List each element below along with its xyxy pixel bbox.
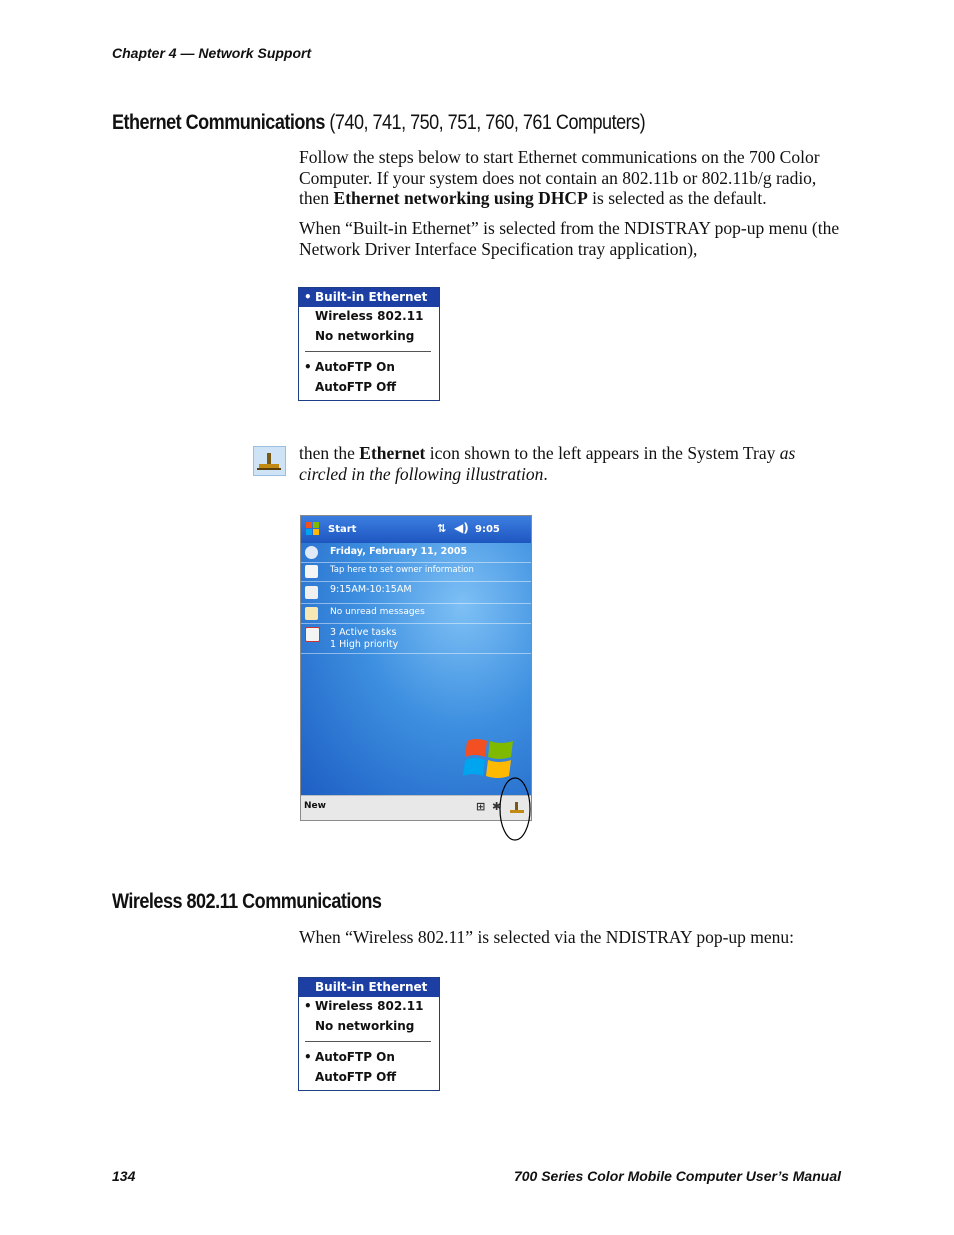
menu-item-no-networking[interactable] bbox=[299, 1017, 439, 1036]
today-row-tasks[interactable] bbox=[301, 623, 531, 654]
clock-icon bbox=[305, 546, 318, 559]
today-row-date[interactable] bbox=[301, 543, 531, 563]
connectivity-icon[interactable]: ⇅ bbox=[437, 522, 447, 535]
paragraph-builtin: When “Built-in Ethernet” is selected from the NDISTRAY pop-up menu (the Network Driver Interface Specification tray application), bbox=[299, 218, 840, 259]
text-run: icon shown to the left appears in the System Tray bbox=[425, 443, 780, 463]
row-text: Friday, February 11, 2005 bbox=[330, 546, 468, 557]
section-heading-ethernet bbox=[112, 111, 645, 135]
today-desktop bbox=[301, 543, 531, 795]
text-run: . bbox=[543, 463, 548, 484]
menu-item-label: Built-in Ethernet bbox=[315, 290, 428, 304]
ethernet-icon bbox=[253, 446, 286, 476]
ndistray-menu-ethernet bbox=[298, 287, 440, 401]
bold-text: Ethernet networking using DHCP bbox=[333, 188, 588, 208]
title-bar bbox=[301, 516, 531, 543]
windows-logo-icon bbox=[463, 735, 515, 781]
running-header: Chapter 4 — Network Support bbox=[112, 45, 312, 61]
menu-item-wireless[interactable] bbox=[299, 997, 439, 1016]
paragraph-wireless: When “Wireless 802.11” is selected via the NDISTRAY pop-up menu: bbox=[299, 927, 795, 947]
bold-text: Ethernet bbox=[359, 443, 426, 463]
menu-item-built-in-ethernet[interactable] bbox=[299, 978, 439, 997]
menu-item-label: AutoFTP On bbox=[315, 1050, 395, 1064]
today-row-owner[interactable] bbox=[301, 562, 531, 582]
menu-item-autoftp-on[interactable] bbox=[299, 358, 439, 377]
menu-item-built-in-ethernet[interactable] bbox=[299, 288, 439, 307]
italic-text: as circled in the following illustration bbox=[299, 443, 796, 484]
calendar-icon bbox=[305, 586, 318, 599]
bullet: • bbox=[304, 999, 312, 1013]
menu-item-autoftp-on[interactable] bbox=[299, 1048, 439, 1067]
paragraph-intro bbox=[299, 147, 847, 209]
row-text: Tap here to set owner information bbox=[330, 565, 474, 575]
bullet: • bbox=[304, 290, 312, 304]
speaker-icon[interactable]: ◀) bbox=[454, 521, 469, 535]
menu-item-autoftp-off[interactable] bbox=[299, 1068, 439, 1087]
menu-separator bbox=[305, 1041, 431, 1042]
menu-item-no-networking[interactable] bbox=[299, 327, 439, 346]
text-run: is selected as the default. bbox=[587, 188, 767, 208]
menu-item-label: AutoFTP Off bbox=[315, 380, 397, 394]
menu-separator bbox=[305, 351, 431, 352]
section-subtitle: (740, 741, 750, 751, 760, 761 Computers) bbox=[324, 111, 646, 134]
page-number: 134 bbox=[112, 1168, 136, 1184]
bullet: • bbox=[304, 360, 312, 374]
menu-item-label: AutoFTP Off bbox=[315, 1070, 397, 1084]
section-heading-wireless: Wireless 802.11 Communications bbox=[112, 890, 382, 913]
paragraph-ethernet-icon bbox=[299, 443, 847, 484]
text-run: Follow the steps below to start Ethernet communications on the 700 Color Computer. If your system does not contain an 802.11b or 802.11b/g radio, then bbox=[299, 147, 820, 208]
menu-item-autoftp-off[interactable] bbox=[299, 378, 439, 397]
gear-icon[interactable]: ✱ bbox=[492, 800, 502, 813]
menu-item-label: No networking bbox=[315, 1019, 415, 1033]
row-text: No unread messages bbox=[330, 607, 425, 617]
text-run: then the bbox=[299, 443, 360, 463]
section-title: Ethernet Communications bbox=[112, 111, 325, 134]
clock-time[interactable]: 9:05 bbox=[475, 524, 500, 535]
today-row-inbox[interactable] bbox=[301, 603, 531, 624]
inbox-icon bbox=[305, 607, 318, 620]
menu-item-label: Built-in Ethernet bbox=[315, 980, 428, 994]
new-menu[interactable]: New bbox=[304, 801, 326, 811]
start-label[interactable]: Start bbox=[328, 524, 357, 535]
row-text: 9:15AM-10:15AM bbox=[330, 584, 412, 595]
menu-item-label: No networking bbox=[315, 329, 415, 343]
owner-icon bbox=[305, 565, 318, 578]
windows-flag-icon[interactable] bbox=[305, 521, 321, 537]
command-bar bbox=[301, 795, 531, 821]
menu-item-label: Wireless 802.11 bbox=[315, 999, 424, 1013]
highlight-circle bbox=[498, 776, 532, 842]
row-text: 1 High priority bbox=[330, 639, 399, 650]
menu-item-label: AutoFTP On bbox=[315, 360, 395, 374]
manual-title: 700 Series Color Mobile Computer User’s Manual bbox=[513, 1168, 841, 1184]
bullet: • bbox=[304, 1050, 312, 1064]
menu-item-wireless[interactable] bbox=[299, 307, 439, 326]
row-text: 3 Active tasks bbox=[330, 627, 397, 638]
ndistray-menu-wireless bbox=[298, 977, 440, 1091]
tasks-icon bbox=[305, 627, 320, 642]
menu-item-label: Wireless 802.11 bbox=[315, 309, 424, 323]
today-row-calendar[interactable] bbox=[301, 581, 531, 604]
network-tray-icon[interactable]: ⊞ bbox=[476, 800, 486, 813]
